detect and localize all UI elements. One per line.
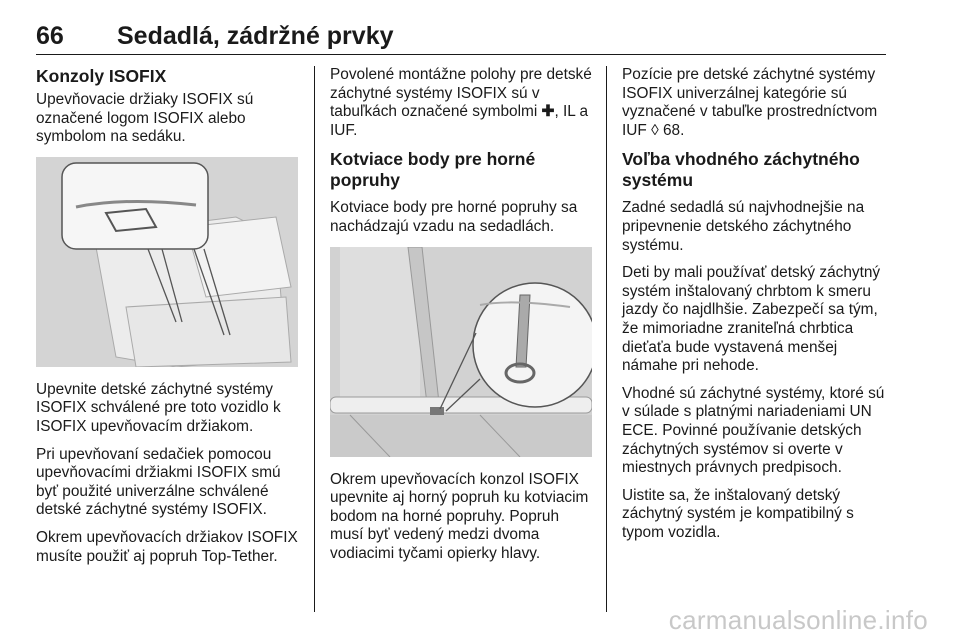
column-3	[622, 66, 887, 551]
paragraph: Uistite sa, že inštalovaný detský záchytný systém je kompatibilný s typom vozidla.	[622, 486, 854, 541]
page-number: 66	[36, 22, 64, 50]
column-divider	[606, 66, 607, 612]
section-heading-top-tether: Kotviace body pre horné popruhy	[330, 149, 536, 191]
paragraph: Kotviace body pre horné popruhy sa nachádzajú vzadu na sedadlách.	[330, 199, 578, 235]
paragraph: Upevnite detské záchytné systémy ISOFIX schválené pre toto vozidlo k ISOFIX upevňovacím držiakom.	[36, 380, 281, 435]
section-heading-isofix: Konzoly ISOFIX	[36, 66, 167, 86]
paragraph: Okrem upevňovacích držiakov ISOFIX musíte použiť aj popruh Top-Tether.	[36, 528, 298, 565]
top-tether-illustration	[330, 247, 592, 457]
paragraph: Upevňovacie držiaky ISOFIX sú označené logom ISOFIX alebo symbolom na sedáku.	[36, 91, 254, 146]
page-header	[36, 22, 886, 55]
column-divider	[314, 66, 315, 612]
isofix-plus-icon: ✚	[541, 103, 555, 121]
page-reference-icon: ◊	[651, 121, 659, 139]
paragraph: Povolené montážne polohy pre detské záchytné systémy ISOFIX sú v tabuľkách označené symbolmi ✚, IL a IUF.	[330, 66, 592, 139]
column-2	[330, 66, 592, 573]
isofix-seat-illustration	[36, 157, 298, 367]
paragraph: Deti by mali používať detský záchytný systém inštalovaný chrbtom k smeru jazdy čo najdlhšie. Zabezpečí sa tým, že mimoriadne zraniteľná chrbtica dieťaťa bude vystavená menšej námahe pri nehode.	[622, 264, 881, 375]
paragraph: Zadné sedadlá sú najvhodnejšie na pripevnenie detského záchytného systému.	[622, 199, 865, 254]
isofix-seat-drawing	[36, 157, 298, 367]
section-heading-choice: Voľba vhodného záchytného systému	[622, 149, 860, 191]
paragraph: Vhodné sú záchytné systémy, ktoré sú v súlade s platnými nariadeniami UN ECE. Povinné používanie detských záchytných systémov si overte v miestnych právnych predpisoch.	[622, 384, 885, 477]
watermark: carmanualsonline.info	[668, 605, 928, 635]
paragraph: Okrem upevňovacích konzol ISOFIX upevnite aj horný popruh ku kotviacim bodom na horné popruhy. Popruh musí byť vedený medzi dvoma vodiacimi tyčami opierky hlavy.	[330, 470, 589, 562]
paragraph: Pozície pre detské záchytné systémy ISOFIX univerzálnej kategórie sú vyznačené v tabuľke prostredníctvom IUF ◊ 68.	[622, 66, 878, 139]
paragraph: Pri upevňovaní sedačiek pomocou upevňovacími držiakmi ISOFIX smú byť použité univerzálne schválené detské záchytné systémy ISOFIX.	[36, 445, 281, 519]
column-1	[36, 66, 298, 575]
top-tether-drawing	[330, 247, 592, 457]
chapter-title: Sedadlá, zádržné prvky	[117, 22, 394, 50]
